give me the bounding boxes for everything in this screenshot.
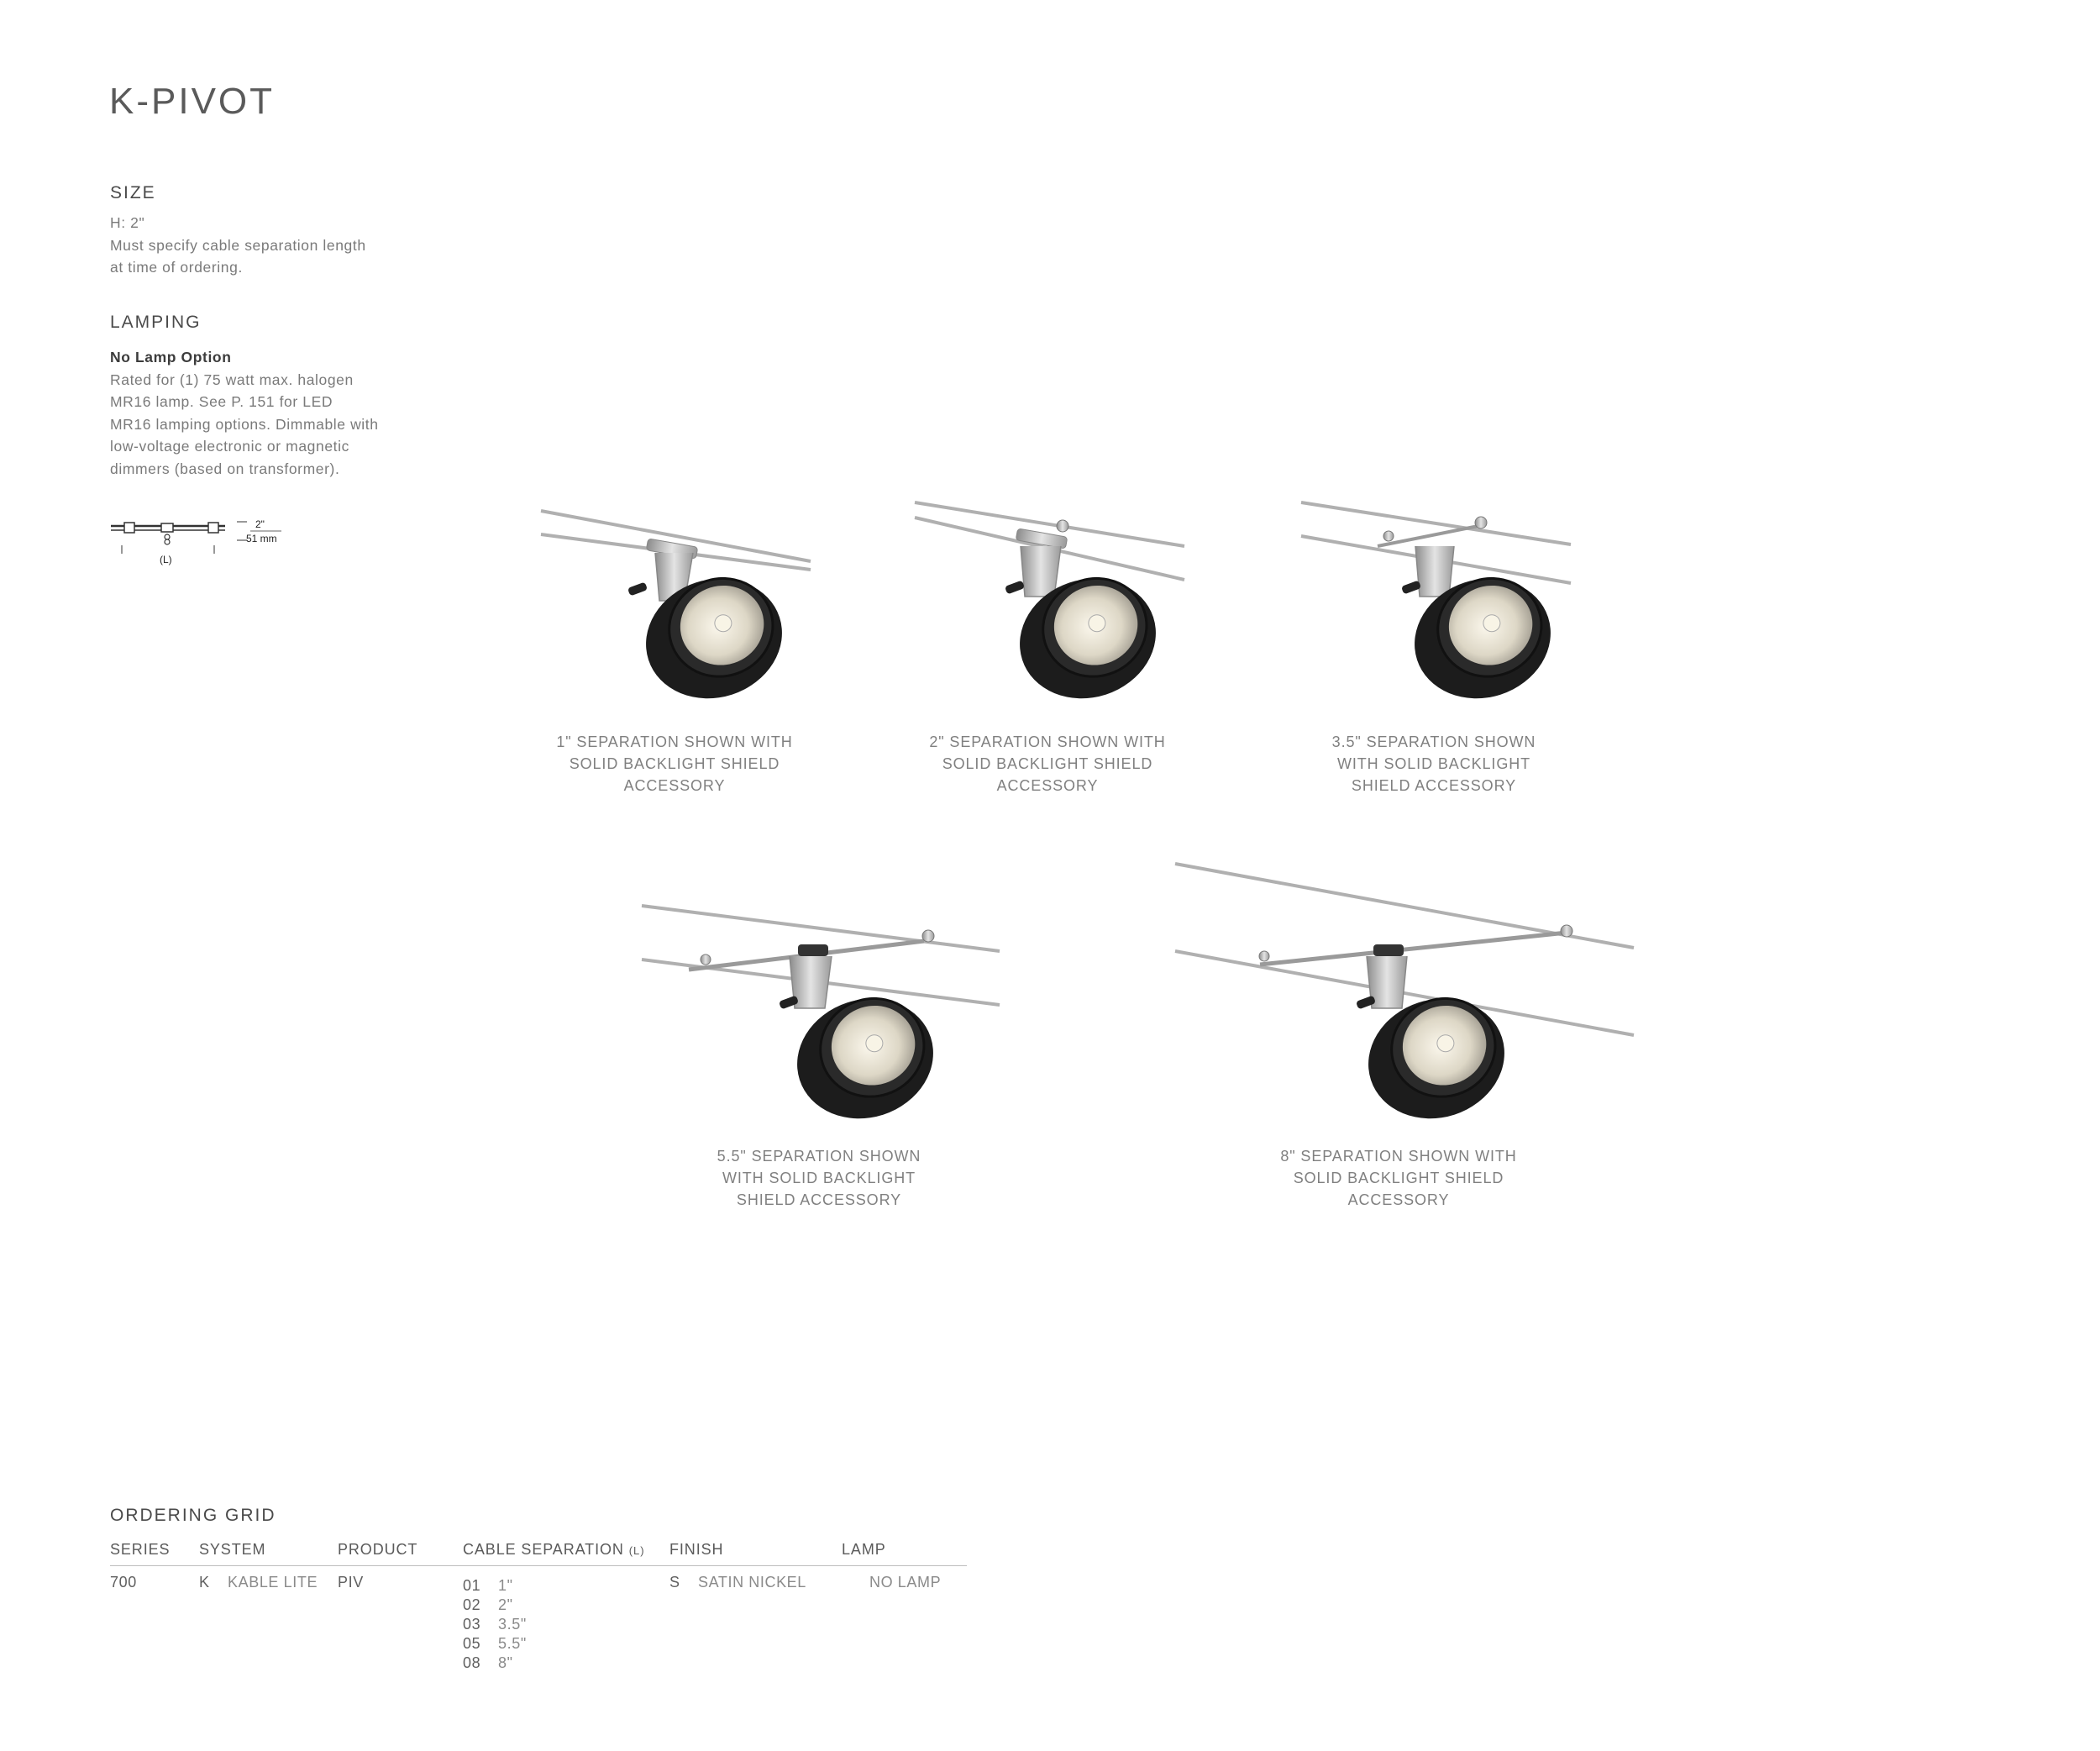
size-line: H: 2" [110, 214, 145, 231]
col-header-finish: FINISH [669, 1541, 724, 1558]
separation-code: 08 [463, 1654, 481, 1671]
caption-line: SOLID BACKLIGHT SHIELD [942, 755, 1153, 772]
separation-value: 5.5" [498, 1635, 527, 1652]
caption-line: SHIELD ACCESSORY [1351, 777, 1517, 794]
lamp-value: NO LAMP [869, 1574, 942, 1591]
separation-option [463, 1596, 513, 1614]
separation-code: 03 [463, 1616, 481, 1633]
diagram-height-label: 2" [255, 518, 265, 530]
lamping-line: low-voltage electronic or magnetic [110, 438, 349, 455]
caption-line: 8" SEPARATION SHOWN WITH [1280, 1148, 1517, 1165]
col-header-lamp: LAMP [842, 1541, 886, 1558]
separation-code: 01 [463, 1577, 481, 1594]
caption-line: SOLID BACKLIGHT SHIELD [1293, 1170, 1504, 1186]
caption-line: 1" SEPARATION SHOWN WITH [556, 734, 793, 750]
diagram-length-label: (L) [160, 554, 172, 565]
separation-value: 2" [498, 1596, 513, 1613]
separation-option [463, 1635, 527, 1653]
caption-line: SOLID BACKLIGHT SHIELD [569, 755, 780, 772]
grid-divider [110, 1565, 967, 1566]
caption-line: WITH SOLID BACKLIGHT [722, 1170, 916, 1186]
lamp-option-title: No Lamp Option [110, 349, 232, 365]
product-image-2in [911, 496, 1189, 706]
separation-value: 1" [498, 1577, 513, 1594]
col-header-series: SERIES [110, 1541, 171, 1558]
caption-line: 2" SEPARATION SHOWN WITH [929, 734, 1166, 750]
separation-code: 05 [463, 1635, 481, 1652]
lamping-heading: LAMPING [110, 313, 202, 332]
separation-option [463, 1616, 527, 1633]
lamping-line: Rated for (1) 75 watt max. halogen [110, 371, 354, 388]
size-description [110, 212, 429, 279]
diagram-mm-label: 51 mm [246, 533, 277, 544]
product-caption [913, 731, 1182, 797]
product-image-3-5in [1298, 496, 1575, 706]
col-header-product: PRODUCT [338, 1541, 418, 1558]
system-code: K [199, 1574, 210, 1591]
size-heading: SIZE [110, 183, 156, 202]
size-line: Must specify cable separation length [110, 236, 366, 254]
lamping-line: MR16 lamp. See P. 151 for LED [110, 393, 333, 410]
product-image-1in [538, 504, 815, 714]
lamping-line: MR16 lamping options. Dimmable with [110, 415, 379, 433]
product-caption [1299, 731, 1568, 797]
product-image-5-5in [638, 899, 1008, 1126]
product-caption [685, 1145, 953, 1211]
lamping-description [110, 346, 429, 480]
product-caption [1264, 1145, 1533, 1211]
caption-line: ACCESSORY [1347, 1191, 1450, 1208]
caption-line: ACCESSORY [996, 777, 1099, 794]
caption-line: SHIELD ACCESSORY [736, 1191, 902, 1208]
series-value: 700 [110, 1574, 137, 1591]
finish-code: S [669, 1574, 680, 1591]
cable-separation-suffix: (L) [628, 1544, 645, 1557]
lamping-line: dimmers (based on transformer). [110, 460, 340, 477]
product-caption [540, 731, 809, 797]
ordering-grid-title: ORDERING GRID [110, 1506, 276, 1525]
product-image-8in [1172, 857, 1642, 1126]
page-title: K-PIVOT [109, 81, 276, 122]
separation-option [463, 1654, 513, 1672]
cable-separation-label: CABLE SEPARATION [463, 1541, 624, 1558]
system-name: KABLE LITE [228, 1574, 318, 1591]
col-header-system: SYSTEM [199, 1541, 266, 1558]
size-line: at time of ordering. [110, 259, 243, 276]
caption-line: 5.5" SEPARATION SHOWN [717, 1148, 921, 1165]
caption-line: ACCESSORY [623, 777, 726, 794]
separation-value: 8" [498, 1654, 513, 1671]
caption-line: 3.5" SEPARATION SHOWN [1331, 734, 1536, 750]
dimension-diagram [109, 517, 294, 569]
product-code: PIV [338, 1574, 364, 1591]
separation-value: 3.5" [498, 1616, 527, 1633]
separation-code: 02 [463, 1596, 481, 1613]
col-header-cable-separation [463, 1541, 645, 1559]
separation-option [463, 1577, 513, 1595]
caption-line: WITH SOLID BACKLIGHT [1336, 755, 1531, 772]
finish-name: SATIN NICKEL [698, 1574, 806, 1591]
